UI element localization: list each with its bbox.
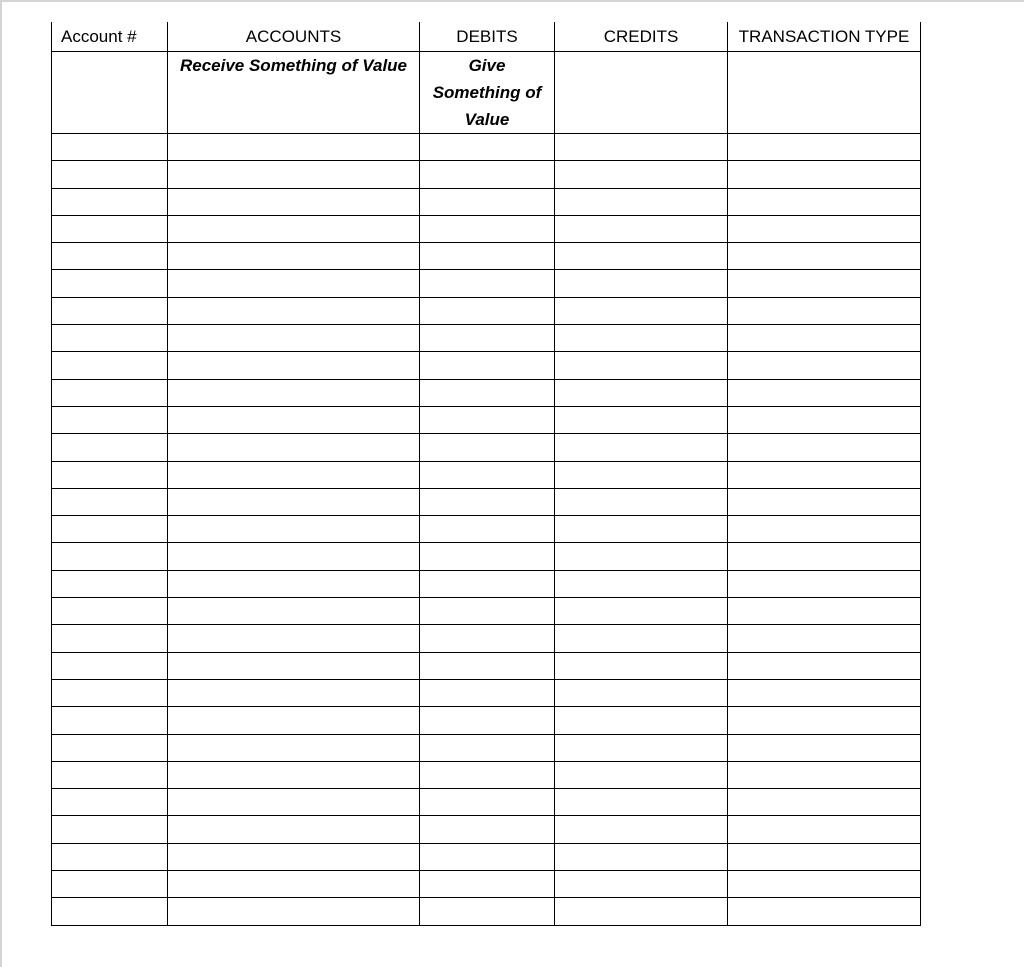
table-row bbox=[52, 161, 921, 188]
debits-cell[interactable] bbox=[420, 516, 555, 543]
accounts-cell[interactable] bbox=[168, 625, 420, 652]
table-row bbox=[52, 461, 921, 488]
accounts-cell[interactable] bbox=[168, 434, 420, 461]
subheader-credits-cell[interactable] bbox=[555, 52, 728, 134]
credits-cell[interactable] bbox=[555, 816, 728, 843]
transaction-type-cell[interactable] bbox=[728, 652, 921, 679]
credits-cell[interactable] bbox=[555, 379, 728, 406]
table-row bbox=[52, 352, 921, 379]
debits-subheader: Give Something of Value bbox=[432, 56, 542, 129]
table-row bbox=[52, 188, 921, 215]
credits-cell[interactable] bbox=[555, 871, 728, 898]
accounts-cell[interactable] bbox=[168, 270, 420, 297]
table-row bbox=[52, 215, 921, 242]
debits-cell[interactable] bbox=[420, 898, 555, 925]
table-row bbox=[52, 243, 921, 270]
subheader-transaction-type-cell[interactable] bbox=[728, 52, 921, 134]
transaction-type-cell[interactable] bbox=[728, 761, 921, 788]
account-number-cell[interactable] bbox=[52, 297, 168, 324]
table-row bbox=[52, 598, 921, 625]
account-number-cell[interactable] bbox=[52, 652, 168, 679]
debits-cell[interactable] bbox=[420, 215, 555, 242]
debits-cell[interactable] bbox=[420, 161, 555, 188]
subheader-debits-cell bbox=[420, 52, 555, 134]
credits-cell[interactable] bbox=[555, 488, 728, 515]
transaction-type-cell[interactable] bbox=[728, 188, 921, 215]
accounts-cell[interactable] bbox=[168, 488, 420, 515]
table-row bbox=[52, 871, 921, 898]
transaction-type-cell[interactable] bbox=[728, 789, 921, 816]
accounts-cell[interactable] bbox=[168, 898, 420, 925]
subheader-row bbox=[52, 52, 921, 134]
debits-cell[interactable] bbox=[420, 461, 555, 488]
debits-cell[interactable] bbox=[420, 707, 555, 734]
account-number-cell[interactable] bbox=[52, 871, 168, 898]
transaction-type-cell[interactable] bbox=[728, 598, 921, 625]
debits-cell[interactable] bbox=[420, 789, 555, 816]
credits-cell[interactable] bbox=[555, 134, 728, 161]
transaction-type-cell[interactable] bbox=[728, 461, 921, 488]
accounts-cell[interactable] bbox=[168, 406, 420, 433]
credits-cell[interactable] bbox=[555, 270, 728, 297]
accounts-cell[interactable] bbox=[168, 707, 420, 734]
header-transaction-type: TRANSACTION TYPE bbox=[728, 22, 921, 52]
transaction-type-cell[interactable] bbox=[728, 406, 921, 433]
header-debits: DEBITS bbox=[420, 22, 555, 52]
debits-cell[interactable] bbox=[420, 598, 555, 625]
accounts-cell[interactable] bbox=[168, 789, 420, 816]
account-number-cell[interactable] bbox=[52, 188, 168, 215]
debits-cell[interactable] bbox=[420, 325, 555, 352]
accounts-cell[interactable] bbox=[168, 243, 420, 270]
transaction-type-cell[interactable] bbox=[728, 215, 921, 242]
account-number-cell[interactable] bbox=[52, 215, 168, 242]
table-row bbox=[52, 434, 921, 461]
table-row bbox=[52, 297, 921, 324]
debits-cell[interactable] bbox=[420, 652, 555, 679]
account-number-cell[interactable] bbox=[52, 516, 168, 543]
transaction-type-cell[interactable] bbox=[728, 434, 921, 461]
account-number-cell[interactable] bbox=[52, 843, 168, 870]
accounts-cell[interactable] bbox=[168, 188, 420, 215]
debits-cell[interactable] bbox=[420, 406, 555, 433]
account-number-cell[interactable] bbox=[52, 679, 168, 706]
credits-cell[interactable] bbox=[555, 652, 728, 679]
credits-cell[interactable] bbox=[555, 789, 728, 816]
credits-cell[interactable] bbox=[555, 761, 728, 788]
credits-cell[interactable] bbox=[555, 161, 728, 188]
debits-cell[interactable] bbox=[420, 270, 555, 297]
debits-cell[interactable] bbox=[420, 543, 555, 570]
accounts-cell[interactable] bbox=[168, 543, 420, 570]
header-accounts: ACCOUNTS bbox=[168, 22, 420, 52]
debits-cell[interactable] bbox=[420, 379, 555, 406]
credits-cell[interactable] bbox=[555, 215, 728, 242]
debits-cell[interactable] bbox=[420, 297, 555, 324]
transaction-type-cell[interactable] bbox=[728, 543, 921, 570]
debits-cell[interactable] bbox=[420, 816, 555, 843]
transaction-type-cell[interactable] bbox=[728, 297, 921, 324]
table-row bbox=[52, 543, 921, 570]
credits-cell[interactable] bbox=[555, 352, 728, 379]
transaction-type-cell[interactable] bbox=[728, 679, 921, 706]
transaction-type-cell[interactable] bbox=[728, 843, 921, 870]
header-row bbox=[52, 22, 921, 52]
table-row bbox=[52, 761, 921, 788]
table-row bbox=[52, 270, 921, 297]
table-row bbox=[52, 679, 921, 706]
credits-cell[interactable] bbox=[555, 188, 728, 215]
credits-cell[interactable] bbox=[555, 406, 728, 433]
credits-cell[interactable] bbox=[555, 843, 728, 870]
account-number-cell[interactable] bbox=[52, 625, 168, 652]
credits-cell[interactable] bbox=[555, 325, 728, 352]
account-number-cell[interactable] bbox=[52, 488, 168, 515]
account-number-cell[interactable] bbox=[52, 761, 168, 788]
debits-cell[interactable] bbox=[420, 843, 555, 870]
table-row bbox=[52, 734, 921, 761]
ledger-body bbox=[52, 52, 921, 926]
transaction-type-cell[interactable] bbox=[728, 352, 921, 379]
table-row bbox=[52, 707, 921, 734]
credits-cell[interactable] bbox=[555, 543, 728, 570]
table-row bbox=[52, 816, 921, 843]
debits-cell[interactable] bbox=[420, 734, 555, 761]
credits-cell[interactable] bbox=[555, 297, 728, 324]
credits-cell[interactable] bbox=[555, 516, 728, 543]
table-row bbox=[52, 406, 921, 433]
accounts-subheader: Receive Something of Value bbox=[179, 56, 408, 75]
table-row bbox=[52, 898, 921, 925]
account-number-cell[interactable] bbox=[52, 352, 168, 379]
accounts-cell[interactable] bbox=[168, 843, 420, 870]
table-row bbox=[52, 843, 921, 870]
table-row bbox=[52, 379, 921, 406]
credits-cell[interactable] bbox=[555, 461, 728, 488]
accounts-cell[interactable] bbox=[168, 134, 420, 161]
debits-cell[interactable] bbox=[420, 625, 555, 652]
account-number-cell[interactable] bbox=[52, 707, 168, 734]
table-row bbox=[52, 325, 921, 352]
table-row bbox=[52, 516, 921, 543]
credits-cell[interactable] bbox=[555, 707, 728, 734]
account-number-cell[interactable] bbox=[52, 789, 168, 816]
debits-cell[interactable] bbox=[420, 871, 555, 898]
transaction-type-cell[interactable] bbox=[728, 625, 921, 652]
accounts-cell[interactable] bbox=[168, 652, 420, 679]
account-number-cell[interactable] bbox=[52, 243, 168, 270]
account-number-cell[interactable] bbox=[52, 270, 168, 297]
account-number-cell[interactable] bbox=[52, 570, 168, 597]
debits-cell[interactable] bbox=[420, 679, 555, 706]
accounts-cell[interactable] bbox=[168, 516, 420, 543]
credits-cell[interactable] bbox=[555, 679, 728, 706]
account-number-cell[interactable] bbox=[52, 325, 168, 352]
transaction-type-cell[interactable] bbox=[728, 816, 921, 843]
debits-cell[interactable] bbox=[420, 488, 555, 515]
account-number-cell[interactable] bbox=[52, 543, 168, 570]
table-row bbox=[52, 570, 921, 597]
subheader-accounts-cell bbox=[168, 52, 420, 134]
transaction-type-cell[interactable] bbox=[728, 707, 921, 734]
accounts-cell[interactable] bbox=[168, 325, 420, 352]
account-number-cell[interactable] bbox=[52, 898, 168, 925]
page-edge-left bbox=[0, 0, 2, 967]
accounts-cell[interactable] bbox=[168, 761, 420, 788]
table-row bbox=[52, 134, 921, 161]
debits-cell[interactable] bbox=[420, 188, 555, 215]
transaction-type-cell[interactable] bbox=[728, 243, 921, 270]
credits-cell[interactable] bbox=[555, 734, 728, 761]
debits-cell[interactable] bbox=[420, 434, 555, 461]
debits-cell[interactable] bbox=[420, 352, 555, 379]
debits-cell[interactable] bbox=[420, 570, 555, 597]
transaction-type-cell[interactable] bbox=[728, 898, 921, 925]
table-row bbox=[52, 652, 921, 679]
transaction-type-cell[interactable] bbox=[728, 325, 921, 352]
account-number-cell[interactable] bbox=[52, 734, 168, 761]
account-number-cell[interactable] bbox=[52, 134, 168, 161]
debits-cell[interactable] bbox=[420, 761, 555, 788]
transaction-type-cell[interactable] bbox=[728, 379, 921, 406]
table-row bbox=[52, 625, 921, 652]
account-number-cell[interactable] bbox=[52, 379, 168, 406]
accounts-cell[interactable] bbox=[168, 352, 420, 379]
accounts-cell[interactable] bbox=[168, 161, 420, 188]
credits-cell[interactable] bbox=[555, 898, 728, 925]
accounts-cell[interactable] bbox=[168, 379, 420, 406]
transaction-type-cell[interactable] bbox=[728, 488, 921, 515]
accounts-cell[interactable] bbox=[168, 734, 420, 761]
subheader-account-number-cell[interactable] bbox=[52, 52, 168, 134]
accounts-cell[interactable] bbox=[168, 679, 420, 706]
accounts-cell[interactable] bbox=[168, 297, 420, 324]
transaction-type-cell[interactable] bbox=[728, 871, 921, 898]
table-row bbox=[52, 488, 921, 515]
debits-cell[interactable] bbox=[420, 243, 555, 270]
transaction-type-cell[interactable] bbox=[728, 570, 921, 597]
account-number-cell[interactable] bbox=[52, 461, 168, 488]
accounts-cell[interactable] bbox=[168, 215, 420, 242]
transaction-type-cell[interactable] bbox=[728, 516, 921, 543]
accounts-cell[interactable] bbox=[168, 816, 420, 843]
accounts-cell[interactable] bbox=[168, 871, 420, 898]
ledger-table bbox=[51, 22, 921, 926]
page-edge-top bbox=[0, 0, 1024, 2]
account-number-cell[interactable] bbox=[52, 161, 168, 188]
debits-cell[interactable] bbox=[420, 134, 555, 161]
account-number-cell[interactable] bbox=[52, 434, 168, 461]
accounts-cell[interactable] bbox=[168, 598, 420, 625]
credits-cell[interactable] bbox=[555, 598, 728, 625]
accounts-cell[interactable] bbox=[168, 570, 420, 597]
header-account-number: Account # bbox=[52, 22, 168, 52]
credits-cell[interactable] bbox=[555, 570, 728, 597]
account-number-cell[interactable] bbox=[52, 406, 168, 433]
account-number-cell[interactable] bbox=[52, 816, 168, 843]
account-number-cell[interactable] bbox=[52, 598, 168, 625]
transaction-type-cell[interactable] bbox=[728, 270, 921, 297]
credits-cell[interactable] bbox=[555, 625, 728, 652]
credits-cell[interactable] bbox=[555, 434, 728, 461]
transaction-type-cell[interactable] bbox=[728, 734, 921, 761]
table-row bbox=[52, 789, 921, 816]
header-credits: CREDITS bbox=[555, 22, 728, 52]
accounts-cell[interactable] bbox=[168, 461, 420, 488]
transaction-type-cell[interactable] bbox=[728, 161, 921, 188]
credits-cell[interactable] bbox=[555, 243, 728, 270]
transaction-type-cell[interactable] bbox=[728, 134, 921, 161]
